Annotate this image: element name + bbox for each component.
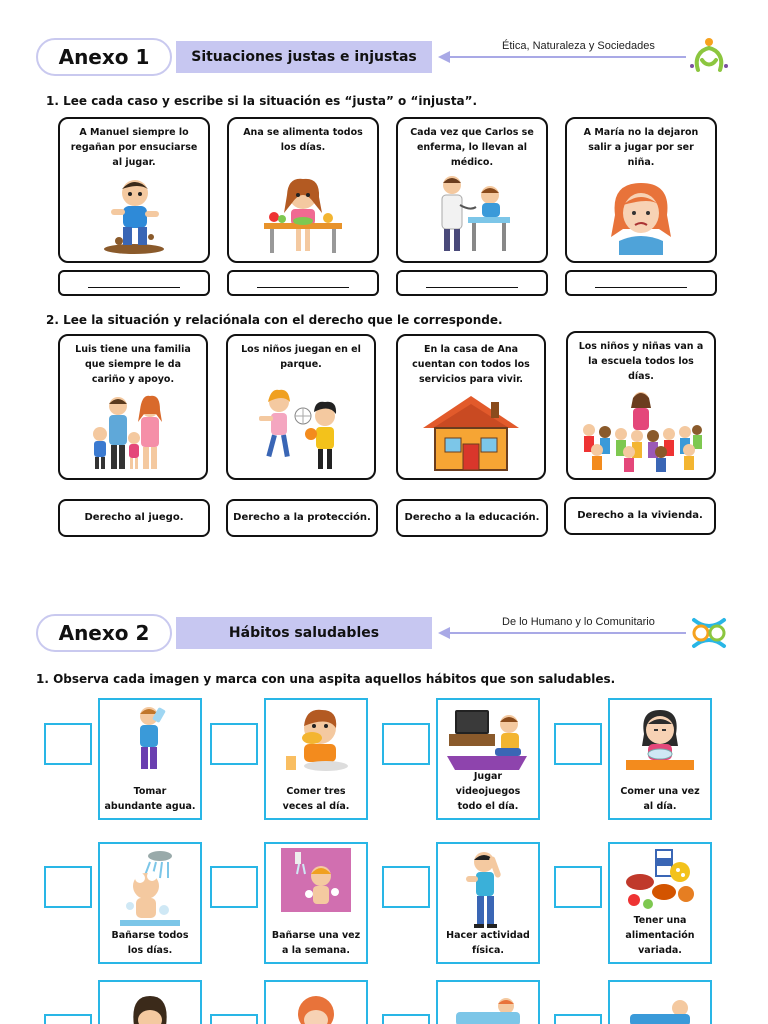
- answer-line: [426, 287, 518, 288]
- habit-checkbox[interactable]: [382, 1014, 430, 1024]
- varied-food-icon: [610, 848, 710, 914]
- habit-label: Comer una vez al día.: [620, 786, 700, 812]
- habit-label: Tomar abundante agua.: [104, 786, 196, 812]
- habit-card: [436, 842, 540, 964]
- habit-card: [264, 980, 368, 1024]
- case-text: Cada vez que Carlos se enferma, lo llevan al médico.: [410, 127, 534, 168]
- children-playing-icon: [228, 386, 374, 472]
- ethics-logo-icon: [688, 36, 730, 78]
- case-card: [58, 117, 210, 263]
- anexo2-title: Hábitos saludables: [176, 617, 432, 649]
- habit-checkbox[interactable]: [210, 723, 258, 765]
- doctor-child-icon: [398, 171, 546, 255]
- answer-line: [595, 287, 687, 288]
- habit-checkbox[interactable]: [44, 866, 92, 908]
- habit-card: [264, 842, 368, 964]
- anexo1-instruction-1: 1. Lee cada caso y escribe si la situación es “justa” o “injusta”.: [46, 94, 478, 108]
- case-card: [565, 117, 717, 263]
- habit-checkbox[interactable]: [44, 723, 92, 765]
- anexo1-instruction-2: 2. Lee la situación y relaciónala con el derecho que le corresponde.: [46, 313, 503, 327]
- girl-icon: [100, 986, 200, 1024]
- house-icon: [398, 392, 544, 472]
- right-option[interactable]: Derecho a la educación.: [396, 499, 548, 537]
- habit-card: [98, 980, 202, 1024]
- habit-card: [436, 980, 540, 1024]
- habit-card: [608, 842, 712, 964]
- habit-checkbox[interactable]: [554, 866, 602, 908]
- arrow-left-icon: [438, 626, 688, 640]
- habit-checkbox[interactable]: [554, 1014, 602, 1024]
- habit-checkbox[interactable]: [210, 1014, 258, 1024]
- child-face-icon: [266, 986, 366, 1024]
- case-text: Ana se alimenta todos los días.: [243, 127, 363, 153]
- bathing-girl-icon: [266, 848, 366, 912]
- situation-card: [58, 334, 208, 480]
- family-icon: [60, 392, 206, 472]
- habit-checkbox[interactable]: [44, 1014, 92, 1024]
- habit-card: [98, 842, 202, 964]
- anexo1-label: Anexo 1: [36, 38, 172, 76]
- sleeping-child-icon: [438, 986, 538, 1024]
- answer-field[interactable]: [227, 270, 379, 296]
- anexo1-title: Situaciones justas e injustas: [176, 41, 432, 73]
- situation-text: Luis tiene una familia que siempre le da cariño y apoyo.: [75, 344, 191, 385]
- anexo2-instruction: 1. Observa cada imagen y marca con una aspita aquellos hábitos que son saludables.: [36, 672, 616, 686]
- situation-text: Los niños juegan en el parque.: [241, 344, 361, 370]
- anexo1-subject: Ética, Naturaleza y Sociedades: [502, 40, 655, 52]
- girl-eating-soup-icon: [610, 704, 710, 774]
- shower-icon: [100, 848, 200, 928]
- right-option[interactable]: Derecho a la vivienda.: [564, 497, 716, 535]
- anexo2-subject: De lo Humano y lo Comunitario: [502, 616, 655, 628]
- community-logo-icon: [688, 612, 730, 654]
- case-card: [396, 117, 548, 263]
- answer-line: [88, 287, 180, 288]
- answer-field[interactable]: [565, 270, 717, 296]
- answer-field[interactable]: [396, 270, 548, 296]
- case-card: [227, 117, 379, 263]
- situation-card: [396, 334, 546, 480]
- habit-label: Hacer actividad física.: [446, 930, 530, 956]
- situation-card: [566, 331, 716, 480]
- answer-line: [257, 287, 349, 288]
- habit-checkbox[interactable]: [382, 866, 430, 908]
- habit-label: Bañarse una vez a la semana.: [271, 930, 361, 956]
- case-text: A Manuel siempre lo regañan por ensuciarse al jugar.: [70, 127, 198, 168]
- exercise-icon: [438, 848, 538, 930]
- sad-girl-icon: [567, 175, 715, 255]
- situation-text: En la casa de Ana cuentan con todos los servicios para vivir.: [412, 344, 530, 385]
- right-option[interactable]: Derecho a la protección.: [226, 499, 378, 537]
- habit-checkbox[interactable]: [210, 866, 258, 908]
- resting-child-icon: [610, 986, 710, 1024]
- eating-meal-icon: [266, 704, 366, 774]
- girl-eating-icon: [229, 173, 377, 255]
- habit-label: Jugar videojuegos todo el día.: [455, 771, 521, 812]
- videogame-icon: [438, 704, 538, 774]
- habit-card: [436, 698, 540, 820]
- situation-card: [226, 334, 376, 480]
- habit-card: [264, 698, 368, 820]
- habit-checkbox[interactable]: [382, 723, 430, 765]
- situation-text: Los niños y niñas van a la escuela todos los días.: [578, 341, 704, 382]
- habit-card: [98, 698, 202, 820]
- right-option[interactable]: Derecho al juego.: [58, 499, 210, 537]
- habit-checkbox[interactable]: [554, 723, 602, 765]
- habit-card: [608, 698, 712, 820]
- habit-label: Comer tres veces al día.: [282, 786, 350, 812]
- habit-card: [608, 980, 712, 1024]
- arrow-left-icon: [438, 50, 688, 64]
- habit-label: Bañarse todos los días.: [111, 930, 189, 956]
- school-group-icon: [568, 390, 714, 472]
- anexo2-label: Anexo 2: [36, 614, 172, 652]
- case-text: A María no la dejaron salir a jugar por ser niña.: [583, 127, 699, 168]
- answer-field[interactable]: [58, 270, 210, 296]
- drinking-water-icon: [100, 704, 200, 772]
- boy-playing-mud-icon: [60, 175, 208, 255]
- habit-label: Tener una alimentación variada.: [625, 915, 695, 956]
